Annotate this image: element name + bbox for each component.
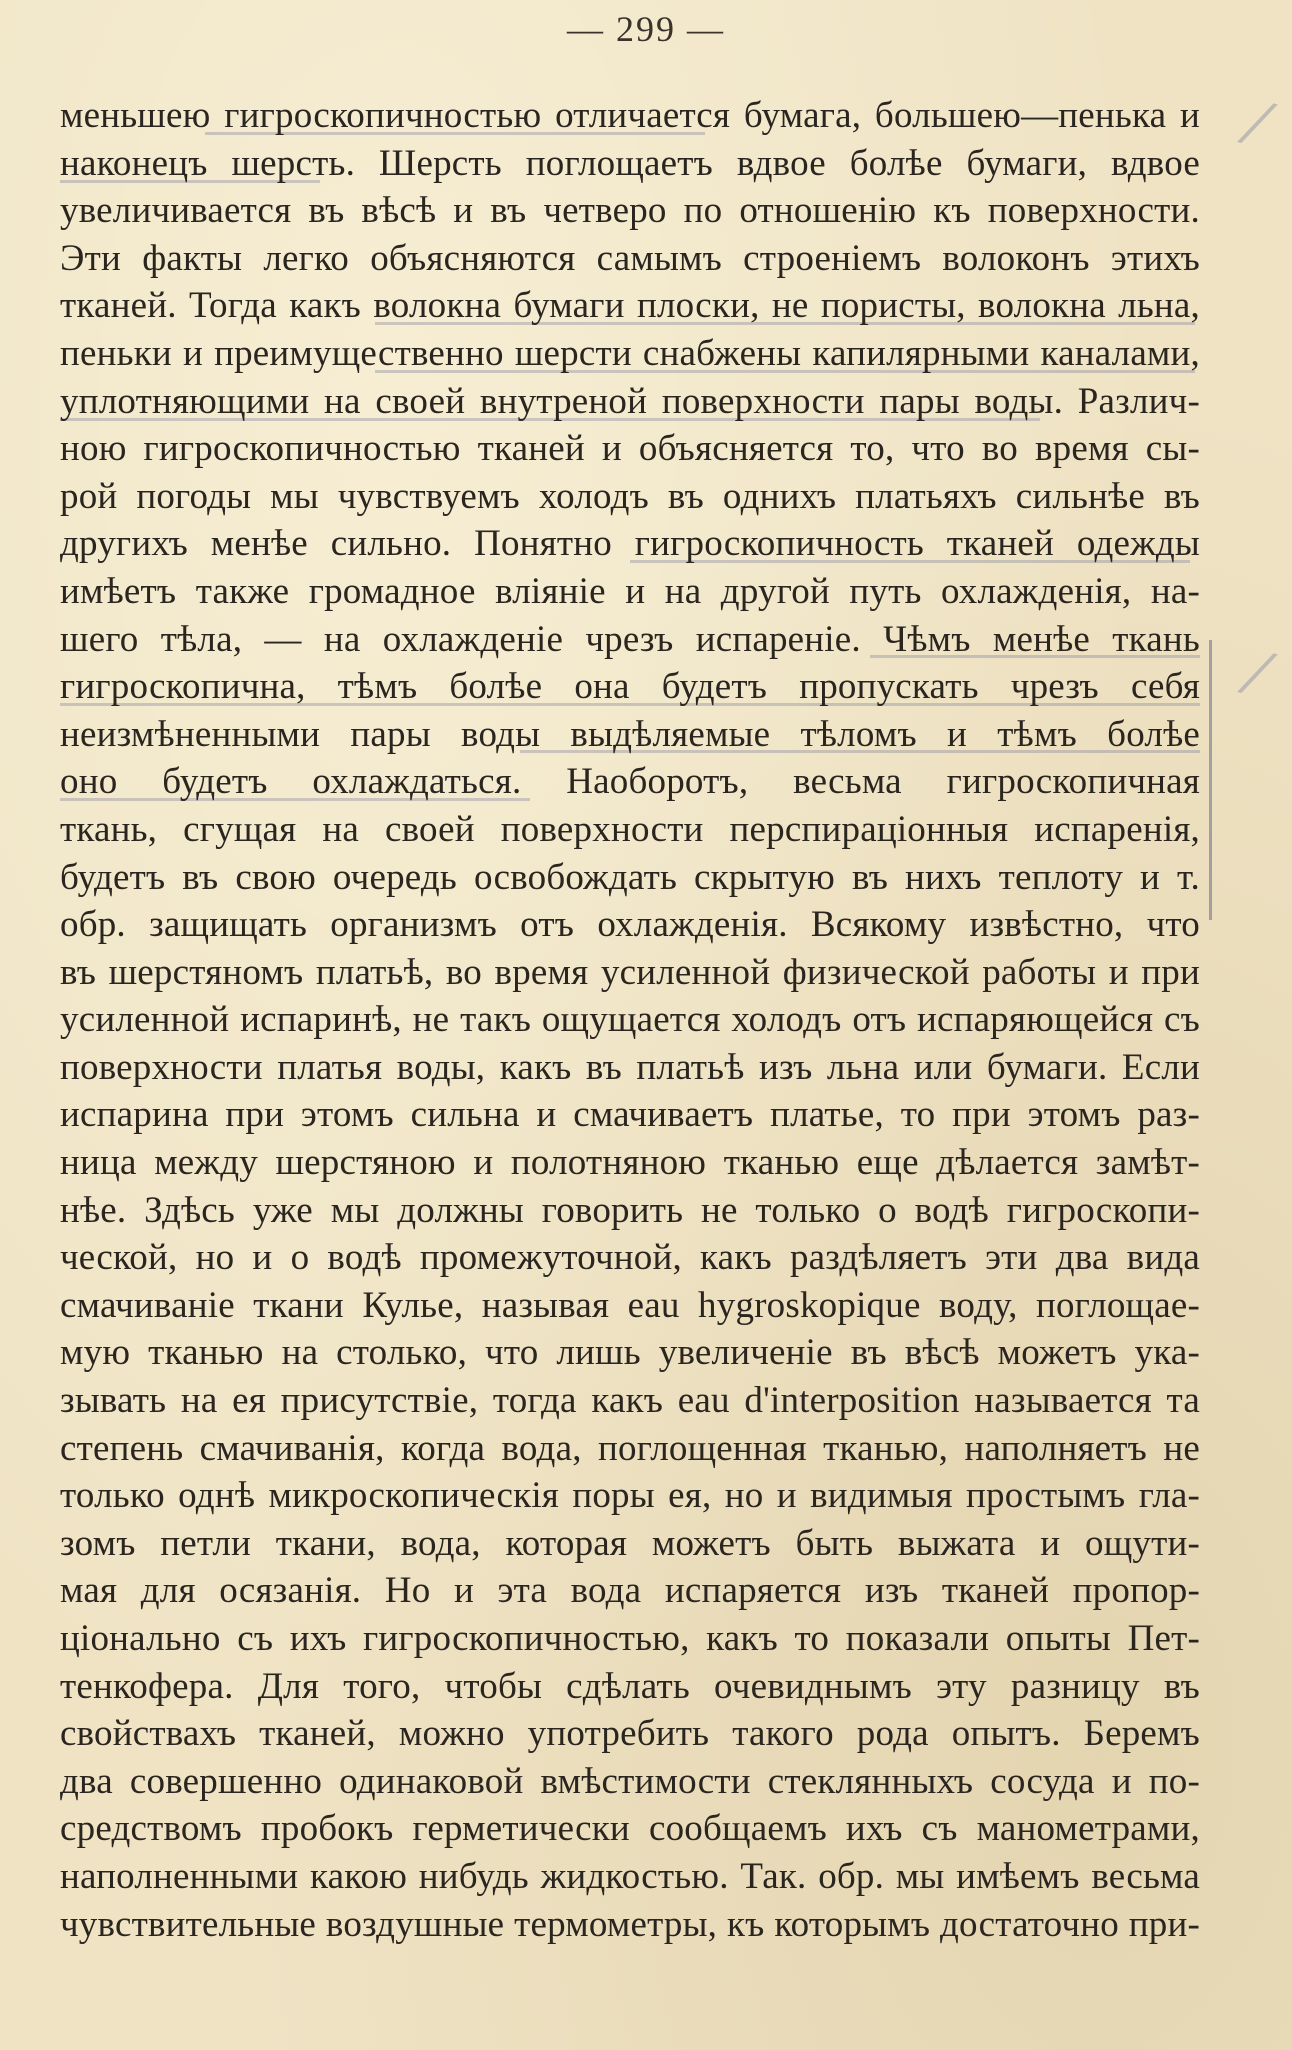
body-text (60, 92, 1200, 1948)
text-line: гигроскопична, тѣмъ болѣе она будетъ пропускать чрезъ себя (60, 666, 1200, 708)
text-line: усиленной испаринѣ, не такъ ощущается холодъ отъ испаряющейся съ (60, 999, 1200, 1041)
text-line: наполненными какою нибудь жидкостью. Так. обр. мы имѣемъ весьма (60, 1855, 1200, 1897)
text-line: средствомъ пробокъ герметически сообщаемъ ихъ съ манометрами, (60, 1808, 1200, 1850)
text-line: ткань, сгущая на своей поверхности перспираціонныя испаренія, (60, 808, 1200, 850)
text-line: шего тѣла, — на охлажденіе чрезъ испареніе. Чѣмъ менѣе ткань (60, 618, 1200, 660)
text-line: зывать на ея присутствіе, тогда какъ eau d'interposition называется та (60, 1380, 1200, 1422)
text-line: рой погоды мы чувствуемъ холодъ въ однихъ платьяхъ сильнѣе въ (60, 475, 1200, 517)
text-line: только однѣ микроскопическія поры ея, но и видимыя простымъ гла- (60, 1475, 1200, 1517)
text-line: пеньки и преимущественно шерсти снабжены капилярными каналами, (60, 332, 1200, 374)
text-line: чувствительные воздушные термометры, къ которымъ достаточно при- (60, 1903, 1200, 1945)
text-line: имѣетъ также громадное вліяніе и на другой путь охлажденія, на- (60, 570, 1200, 612)
text-line: другихъ менѣе сильно. Понятно гигроскопичность тканей одежды (60, 523, 1200, 565)
text-line: тканей. Тогда какъ волокна бумаги плоски, не пористы, волокна льна, (60, 285, 1200, 327)
text-line: уплотняющими на своей внутреной поверхности пары воды. Различ- (60, 380, 1200, 422)
text-line: ческой, но и о водѣ промежуточной, какъ раздѣляетъ эти два вида (60, 1237, 1200, 1279)
pencil-mark-icon: ⁄ (1244, 89, 1270, 161)
pencil-mark-icon: ⁄ (1244, 639, 1270, 711)
text-line: меньшею гигроскопичностью отличается бумага, большею—пенька и (60, 95, 1200, 136)
text-line: мую тканью на столько, что лишь увеличеніе въ вѣсѣ можетъ ука- (60, 1332, 1200, 1374)
text-line: ціонально съ ихъ гигроскопичностью, какъ то показали опыты Пет- (60, 1618, 1200, 1659)
text-line: неизмѣненными пары воды выдѣляемые тѣломъ и тѣмъ болѣе (60, 713, 1200, 755)
text-line: въ шерстяномъ платьѣ, во время усиленной физической работы и при (60, 951, 1200, 993)
text-line: нѣе. Здѣсь уже мы должны говорить не только о водѣ гигроскопи- (60, 1189, 1200, 1231)
text-line: оно будетъ охлаждаться. Наоборотъ, весьма гигроскопичная (60, 761, 1200, 803)
text-line: свойствахъ тканей, можно употребить такого рода опытъ. Беремъ (60, 1713, 1200, 1755)
text-line: будетъ въ свою очередь освобождать скрытую въ нихъ теплоту и т. (60, 856, 1200, 898)
text-line: смачиваніе ткани Кулье, называя eau hygroskopique воду, поглощае- (60, 1284, 1200, 1326)
text-line: испарина при этомъ сильна и смачиваетъ платье, то при этомъ раз- (60, 1094, 1200, 1136)
margin-bracket (1205, 640, 1212, 920)
text-line: мая для осязанія. Но и эта вода испаряется изъ тканей пропор- (60, 1570, 1200, 1612)
text-line: степень смачиванія, когда вода, поглощенная тканью, наполняетъ не (60, 1427, 1200, 1469)
text-line: поверхности платья воды, какъ въ платьѣ изъ льна или бумаги. Если (60, 1046, 1200, 1088)
text-line: зомъ петли ткани, вода, которая можетъ быть выжата и ощути- (60, 1522, 1200, 1564)
text-line: два совершенно одинаковой вмѣстимости стеклянныхъ сосуда и по- (60, 1760, 1200, 1802)
text-line: ною гигроскопичностью тканей и объясняется то, что во время сы- (60, 428, 1200, 470)
text-line: увеличивается въ вѣсѣ и въ четверо по отношенію къ поверхности. (60, 190, 1200, 232)
page-number: — 299 — (567, 9, 725, 49)
text-line: наконецъ шерсть. Шерсть поглощаетъ вдвое болѣе бумаги, вдвое (60, 142, 1200, 184)
text-line: Эти факты легко объясняются самымъ строеніемъ волоконъ этихъ (60, 237, 1200, 279)
text-line: ница между шерстяною и полотняною тканью еще дѣлается замѣт- (60, 1142, 1200, 1184)
text-line: обр. защищать организмъ отъ охлажденія. Всякому извѣстно, что (60, 904, 1200, 946)
text-line: тенкофера. Для того, чтобы сдѣлать очевиднымъ эту разницу въ (60, 1665, 1200, 1707)
